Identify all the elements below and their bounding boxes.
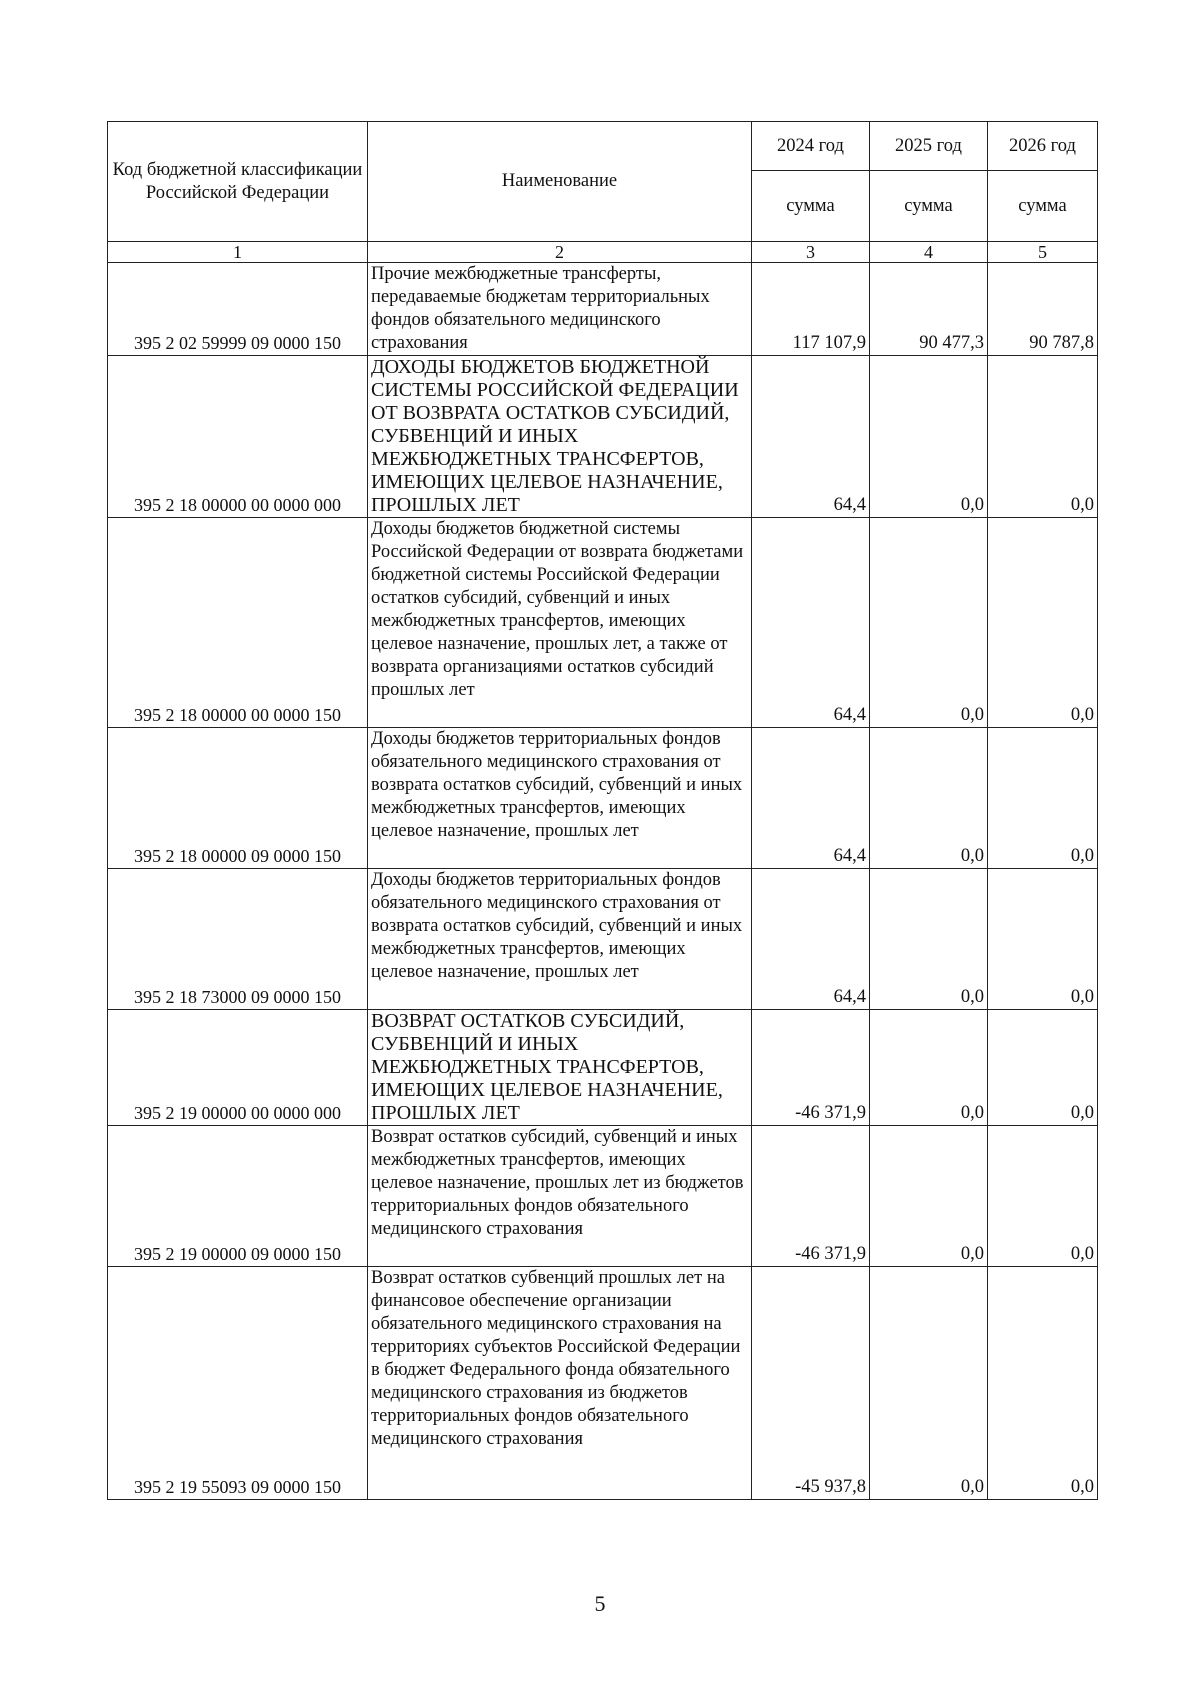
amount-2025: 0,0 <box>870 1010 988 1126</box>
amount-2025: 0,0 <box>870 518 988 728</box>
budget-code: 395 2 02 59999 09 0000 150 <box>108 263 368 356</box>
header-code: Код бюджетной классификации Российской Федерации <box>108 122 368 242</box>
table-row <box>108 1267 1098 1500</box>
column-number: 3 <box>752 242 870 263</box>
table-row <box>108 1126 1098 1267</box>
budget-code: 395 2 19 00000 09 0000 150 <box>108 1126 368 1267</box>
amount-2025: 0,0 <box>870 1267 988 1500</box>
amount-2024: -46 371,9 <box>752 1010 870 1126</box>
amount-2024: 64,4 <box>752 728 870 869</box>
item-name: ВОЗВРАТ ОСТАТКОВ СУБСИДИЙ, СУБВЕНЦИЙ И ИНЫХ МЕЖБЮДЖЕТНЫХ ТРАНСФЕРТОВ, ИМЕЮЩИХ ЦЕЛЕВОЕ НАЗНАЧЕНИЕ, ПРОШЛЫХ ЛЕТ <box>368 1010 752 1126</box>
item-name: Возврат остатков субвенций прошлых лет на финансовое обеспечение организации обязательного медицинского страхования на территориях субъектов Российской Федерации в бюджет Федерального фонда обязательного медицинского страхования из бюджетов территориальных фондов обязательного медицинского страхования <box>368 1267 752 1500</box>
table-row <box>108 1010 1098 1126</box>
item-name: ДОХОДЫ БЮДЖЕТОВ БЮДЖЕТНОЙ СИСТЕМЫ РОССИЙСКОЙ ФЕДЕРАЦИИ ОТ ВОЗВРАТА ОСТАТКОВ СУБСИДИЙ, СУБВЕНЦИЙ И ИНЫХ МЕЖБЮДЖЕТНЫХ ТРАНСФЕРТОВ, ИМЕЮЩИХ ЦЕЛЕВОЕ НАЗНАЧЕНИЕ, ПРОШЛЫХ ЛЕТ <box>368 356 752 518</box>
header-sum-2025: сумма <box>870 171 988 242</box>
column-number: 1 <box>108 242 368 263</box>
amount-2024: -45 937,8 <box>752 1267 870 1500</box>
budget-code: 395 2 19 00000 00 0000 000 <box>108 1010 368 1126</box>
item-name: Возврат остатков субсидий, субвенций и иных межбюджетных трансфертов, имеющих целевое назначение, прошлых лет из бюджетов территориальных фондов обязательного медицинского страхования <box>368 1126 752 1267</box>
amount-2026: 0,0 <box>988 356 1098 518</box>
item-name: Доходы бюджетов бюджетной системы Российской Федерации от возврата бюджетами бюджетной системы Российской Федерации остатков субсидий, субвенций и иных межбюджетных трансфертов, имеющих целевое назначение, прошлых лет, а также от возврата организациями остатков субсидий прошлых лет <box>368 518 752 728</box>
budget-code: 395 2 19 55093 09 0000 150 <box>108 1267 368 1500</box>
amount-2026: 0,0 <box>988 1010 1098 1126</box>
amount-2026: 90 787,8 <box>988 263 1098 356</box>
amount-2026: 0,0 <box>988 518 1098 728</box>
budget-code: 395 2 18 00000 00 0000 150 <box>108 518 368 728</box>
amount-2024: 117 107,9 <box>752 263 870 356</box>
column-number: 4 <box>870 242 988 263</box>
amount-2024: 64,4 <box>752 869 870 1010</box>
table-row <box>108 356 1098 518</box>
table-row <box>108 728 1098 869</box>
header-name: Наименование <box>368 122 752 242</box>
amount-2025: 0,0 <box>870 728 988 869</box>
header-year-2024: 2024 год <box>752 122 870 171</box>
budget-code: 395 2 18 73000 09 0000 150 <box>108 869 368 1010</box>
amount-2025: 0,0 <box>870 1126 988 1267</box>
item-name: Доходы бюджетов территориальных фондов обязательного медицинского страхования от возврата остатков субсидий, субвенций и иных межбюджетных трансфертов, имеющих целевое назначение, прошлых лет <box>368 728 752 869</box>
budget-code: 395 2 18 00000 00 0000 000 <box>108 356 368 518</box>
amount-2024: 64,4 <box>752 518 870 728</box>
amount-2026: 0,0 <box>988 1267 1098 1500</box>
page-number: 5 <box>594 1591 606 1616</box>
column-number: 5 <box>988 242 1098 263</box>
amount-2026: 0,0 <box>988 1126 1098 1267</box>
table-row <box>108 869 1098 1010</box>
amount-2025: 0,0 <box>870 356 988 518</box>
amount-2025: 0,0 <box>870 869 988 1010</box>
amount-2024: 64,4 <box>752 356 870 518</box>
budget-table <box>107 121 1098 1500</box>
column-number: 2 <box>368 242 752 263</box>
header-year-2026: 2026 год <box>988 122 1098 171</box>
header-year-2025: 2025 год <box>870 122 988 171</box>
budget-code: 395 2 18 00000 09 0000 150 <box>108 728 368 869</box>
table-row <box>108 518 1098 728</box>
item-name: Прочие межбюджетные трансферты, передаваемые бюджетам территориальных фондов обязательного медицинского страхования <box>368 263 752 356</box>
amount-2026: 0,0 <box>988 869 1098 1010</box>
column-numbers-row <box>108 242 1098 263</box>
item-name: Доходы бюджетов территориальных фондов обязательного медицинского страхования от возврата остатков субсидий, субвенций и иных межбюджетных трансфертов, имеющих целевое назначение, прошлых лет <box>368 869 752 1010</box>
header-sum-2026: сумма <box>988 171 1098 242</box>
amount-2024: -46 371,9 <box>752 1126 870 1267</box>
table-row <box>108 263 1098 356</box>
amount-2025: 90 477,3 <box>870 263 988 356</box>
amount-2026: 0,0 <box>988 728 1098 869</box>
header-sum-2024: сумма <box>752 171 870 242</box>
